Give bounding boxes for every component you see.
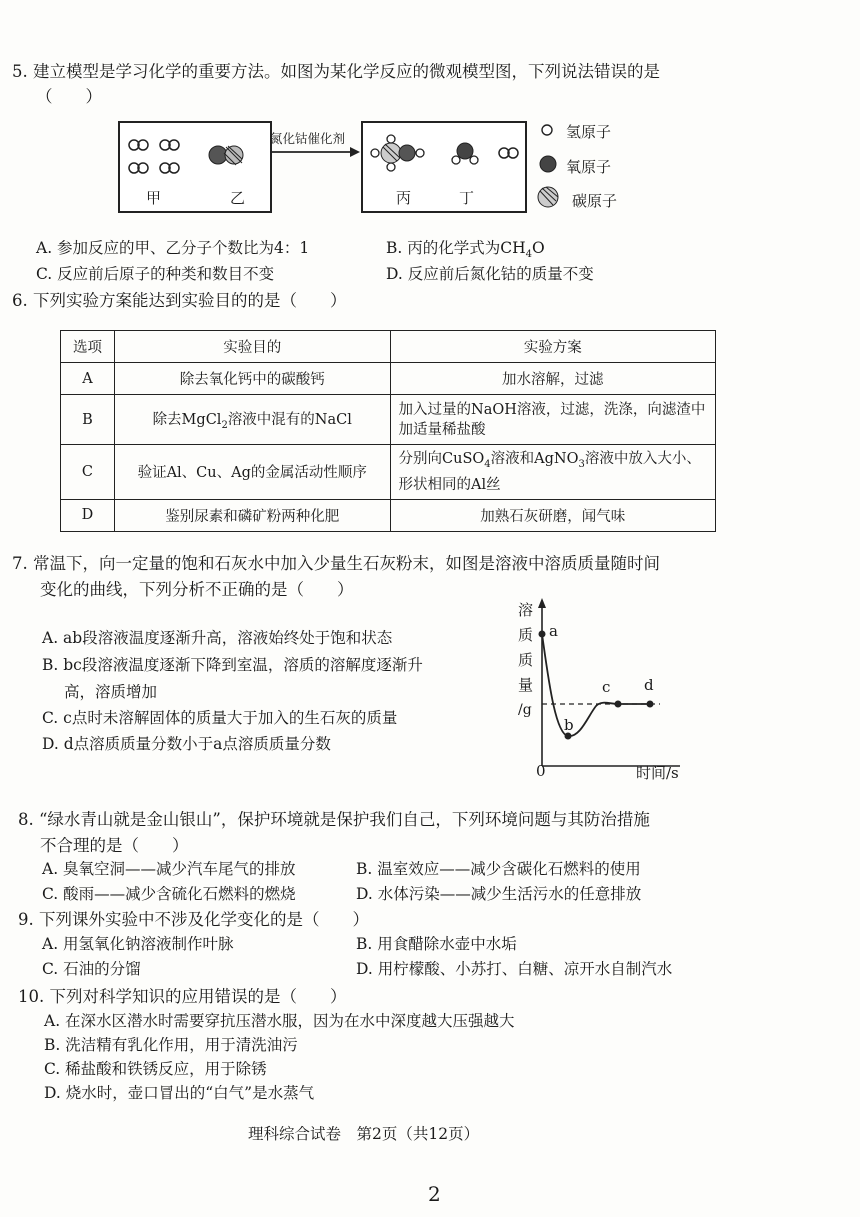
legend-hydrogen: 氢原子: [566, 123, 612, 141]
table-row: [61, 363, 716, 395]
row-d-plan: 加熟石灰研磨，闻气味: [390, 499, 715, 531]
q9-option-b: B. 用食醋除水壶中水垢: [356, 935, 517, 953]
q5-stem: 5. 建立模型是学习化学的重要方法。如图为某化学反应的微观模型图，下列说法错误的是: [12, 62, 660, 81]
row-c-goal: 验证Al、Cu、Ag的金属活动性顺序: [114, 445, 390, 500]
header-plan: 实验方案: [390, 331, 715, 363]
row-b-goal: 除去MgCl$_2$溶液中混有的NaCl: [114, 395, 390, 445]
experiment-table: [60, 330, 716, 532]
legend-oxygen: 氧原子: [566, 158, 612, 176]
catalyst-label: 氮化钴催化剂: [270, 131, 346, 146]
q7-option-c: C. c点时未溶解固体的质量大于加入的生石灰的质量: [42, 709, 398, 727]
water-molecule-icon: [452, 143, 478, 164]
q8-stem-line1: 8. “绿水青山就是金山银山”，保护环境就是保护我们自己，下列环境问题与其防治措施: [18, 810, 650, 829]
q10-option-c: C. 稀盐酸和铁锈反应，用于除锈: [44, 1060, 267, 1078]
q5-option-a: A. 参加反应的甲、乙分子个数比为4：1: [36, 239, 310, 257]
table-header-row: [61, 331, 716, 363]
methanol-molecule-icon: [371, 135, 424, 171]
q7-option-d: D. d点溶质质量分数小于a点溶质质量分数: [42, 735, 331, 753]
co-molecule-icon: [209, 146, 243, 165]
q5-option-d: D. 反应前后氮化钴的质量不变: [386, 265, 594, 283]
row-d-goal: 鉴别尿素和磷矿粉两种化肥: [114, 499, 390, 531]
reaction-arrow-icon: [268, 146, 362, 158]
q7-option-b-line2: 高，溶质增加: [64, 683, 158, 701]
point-b-label: b: [564, 716, 574, 734]
origin-label: 0: [536, 762, 546, 780]
q9-stem: 9. 下列课外实验中不涉及化学变化的是（ ）: [18, 910, 369, 929]
q8-option-c: C. 酸雨——减少含硫化石燃料的燃烧: [42, 885, 296, 903]
row-c-option: C: [61, 445, 115, 500]
product-molecules: [363, 123, 525, 211]
point-a-label: a: [549, 622, 558, 640]
label-ding: 丁: [459, 189, 475, 207]
q10-option-d: D. 烧水时，壶口冒出的“白气”是水蒸气: [44, 1084, 315, 1102]
y-axis-label: 溶 质 质 量 /g: [518, 601, 534, 718]
products-box: [361, 121, 527, 213]
point-d-marker: [647, 701, 654, 708]
row-b-option: B: [61, 395, 115, 445]
q6-stem: 6. 下列实验方案能达到实验目的的是（ ）: [12, 291, 347, 310]
q8-option-d: D. 水体污染——减少生活污水的任意排放: [356, 885, 642, 903]
table-row: [61, 445, 716, 500]
point-c-label: c: [602, 678, 611, 696]
table-row: [61, 499, 716, 531]
q8-option-a: A. 臭氧空洞——减少汽车尾气的排放: [42, 860, 296, 878]
legend-carbon: 碳原子: [572, 192, 618, 210]
label-jia: 甲: [146, 189, 162, 207]
row-a-plan: 加水溶解，过滤: [390, 363, 715, 395]
q9-option-c: C. 石油的分馏: [42, 960, 141, 978]
q8-stem-line2: 不合理的是（ ）: [40, 836, 189, 855]
label-yi: 乙: [230, 189, 246, 207]
hydrogen-molecule-icon: [499, 148, 518, 158]
q9-option-a: A. 用氢氧化钠溶液制作叶脉: [42, 935, 234, 953]
q5-option-b: B. 丙的化学式为$CH_4O$: [386, 239, 545, 261]
point-a-marker: [539, 631, 546, 638]
q7-stem-line2: 变化的曲线，下列分析不正确的是（ ）: [40, 580, 354, 599]
point-c-marker: [615, 701, 622, 708]
q5-option-c: C. 反应前后原子的种类和数目不变: [36, 265, 275, 283]
atom-legend-icons: [536, 120, 566, 212]
header-option: 选项: [61, 331, 115, 363]
row-c-plan: 分别向CuSO$_4$溶液和AgNO$_3$溶液中放入大小、形状相同的Al丝: [390, 445, 715, 500]
oxygen-atom-icon: [540, 156, 556, 172]
q7-stem-line1: 7. 常温下，向一定量的饱和石灰水中加入少量生石灰粉末，如图是溶液中溶质质量随时间: [12, 554, 660, 573]
q8-option-b: B. 温室效应——减少含碳化石燃料的使用: [356, 860, 641, 878]
header-goal: 实验目的: [114, 331, 390, 363]
page-number: 2: [428, 1182, 441, 1206]
x-axis-label: 时间/s: [636, 764, 679, 782]
row-a-goal: 除去氧化钙中的碳酸钙: [114, 363, 390, 395]
q7-option-b-line1: B. bc段溶液温度逐渐下降到室温，溶质的溶解度逐渐升: [42, 656, 423, 674]
q10-stem: 10. 下列对科学知识的应用错误的是（ ）: [18, 987, 347, 1006]
carbon-atom-icon: [538, 187, 558, 207]
label-bing: 丙: [396, 189, 412, 207]
hydrogen-molecules-icon: [129, 140, 179, 173]
q10-option-a: A. 在深水区潜水时需要穿抗压潜水服，因为在水中深度越大压强越大: [44, 1012, 515, 1030]
solute-curve: [542, 634, 650, 736]
row-a-option: A: [61, 363, 115, 395]
table-row: [61, 395, 716, 445]
y-axis-arrow-icon: [538, 598, 546, 608]
q5-paren: （ ）: [36, 87, 102, 106]
hydrogen-atom-icon: [542, 125, 552, 135]
page-footer: 理科综合试卷 第2页（共12页）: [248, 1125, 480, 1143]
q10-option-b: B. 洗洁精有乳化作用，用于清洗油污: [44, 1036, 298, 1054]
q7-option-a: A. ab段溶液温度逐渐升高，溶液始终处于饱和状态: [42, 629, 393, 647]
row-d-option: D: [61, 499, 115, 531]
reactant-molecules: [120, 123, 270, 211]
reactants-box: [118, 121, 272, 213]
point-d-label: d: [644, 676, 654, 694]
row-b-plan: 加入过量的NaOH溶液，过滤，洗涤，向滤渣中加适量稀盐酸: [390, 395, 715, 445]
q9-option-d: D. 用柠檬酸、小苏打、白糖、凉开水自制汽水: [356, 960, 673, 978]
